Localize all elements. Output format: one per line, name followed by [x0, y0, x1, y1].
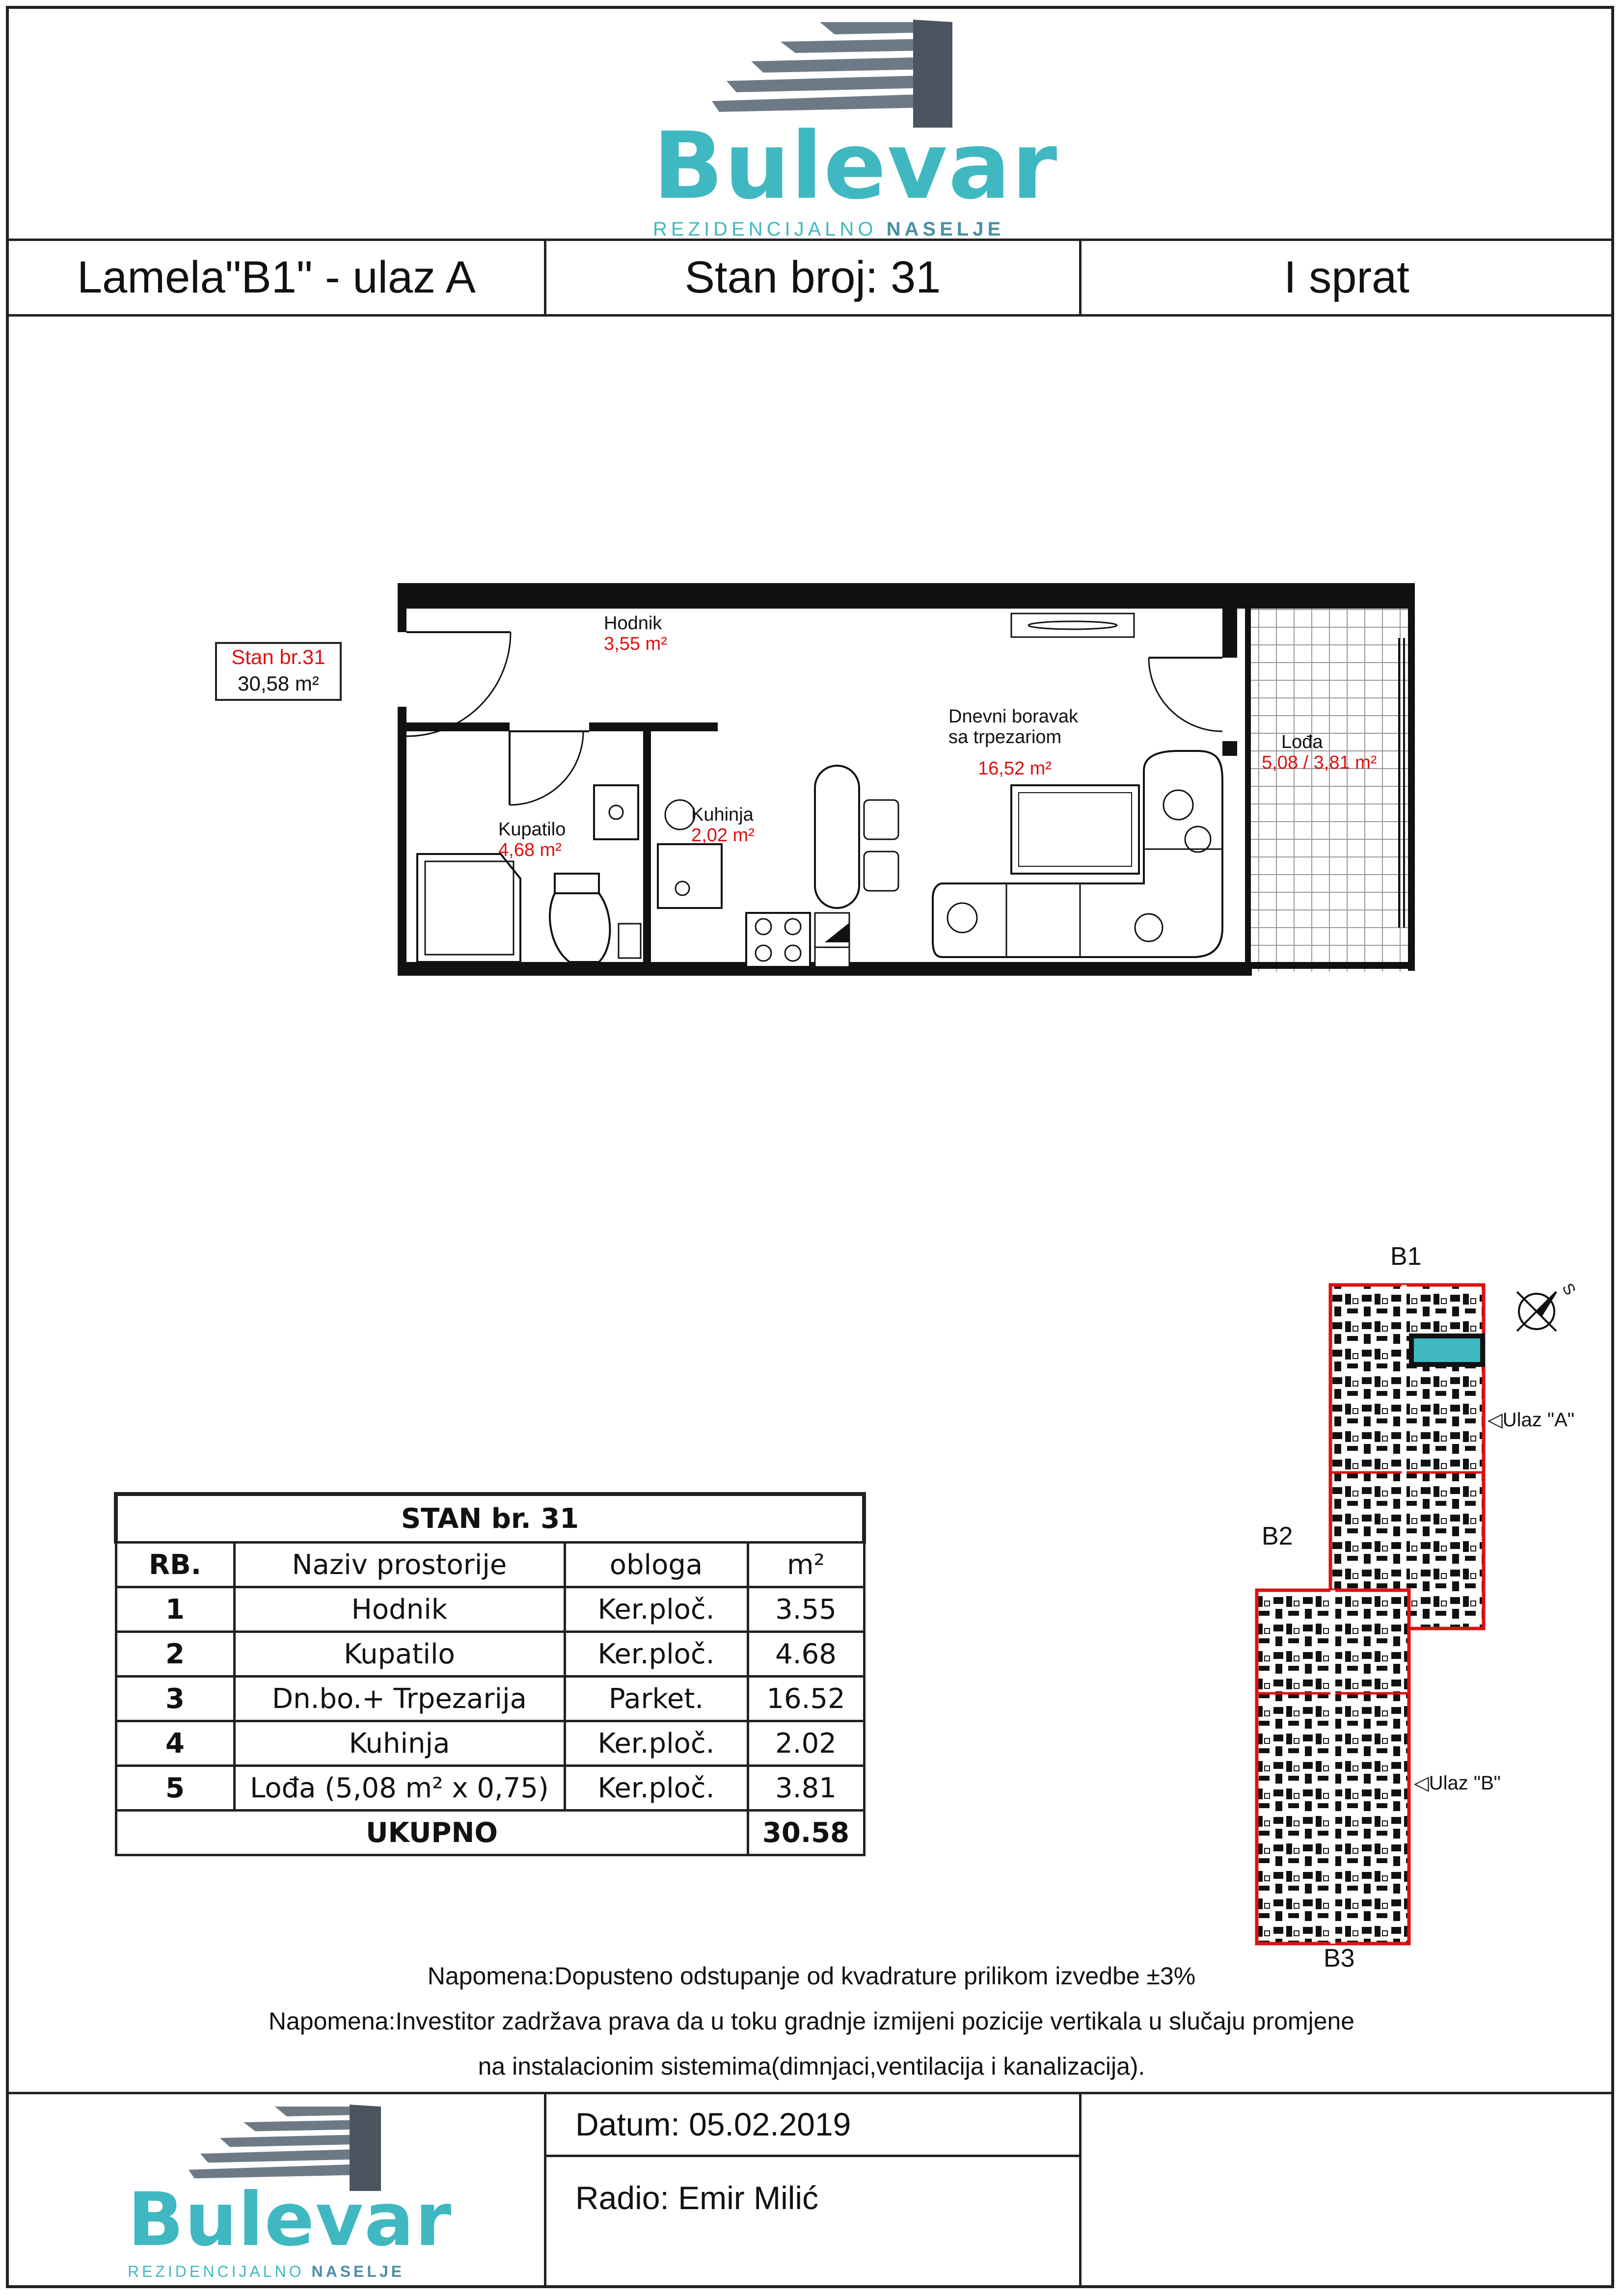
- table-cell-m2: 3.81: [748, 1766, 864, 1811]
- compass-icon: [1517, 1292, 1556, 1331]
- table-cell-obloga: Parket.: [565, 1677, 748, 1721]
- room-kuhinja-name: Kuhinja: [691, 804, 754, 825]
- brand-subtitle-left: REZIDENCIJALNO: [653, 218, 877, 240]
- brand-subtitle-right-bottom: NASELJE: [311, 2263, 405, 2280]
- stan-box-area: 30,58 m²: [238, 672, 319, 695]
- highlighted-unit: [1411, 1336, 1483, 1364]
- loggia-tiles: [1247, 609, 1414, 972]
- bar-counter: [815, 766, 859, 908]
- room-kupatilo-area: 4,68 m²: [498, 839, 562, 860]
- brand-subtitle-left-bottom: REZIDENCIJALNO: [128, 2263, 304, 2280]
- brand-name: Bulevar: [653, 112, 1058, 220]
- rule-footer-top: [6, 2092, 1614, 2094]
- room-dnevni-name: Dnevni boravak: [948, 706, 1079, 727]
- stove: [746, 913, 810, 967]
- brand-logo-bottom: [128, 2101, 453, 2282]
- table-cell-obloga: Ker.ploč.: [565, 1766, 748, 1811]
- table-caption-row: [116, 1494, 864, 1543]
- header-lamela: Lamela"B1" - ulaz A: [77, 252, 476, 302]
- table-cell-rb: 1: [116, 1587, 234, 1632]
- table-cell-naziv: Hodnik: [234, 1587, 565, 1632]
- coffee-table: [1011, 785, 1139, 874]
- table-row: [116, 1587, 864, 1632]
- table-cell-obloga: Ker.ploč.: [565, 1721, 748, 1766]
- room-kuhinja-label: [691, 805, 755, 846]
- table-row: [116, 1721, 864, 1766]
- entrance-a-label: ◁Ulaz "A": [1488, 1409, 1574, 1431]
- table-cell-naziv: Dn.bo.+ Trpezarija: [234, 1677, 565, 1721]
- table-cell-naziv: Kupatilo: [234, 1632, 565, 1677]
- note-line-3: na instalacionim sistemima(dimnjaci,ventilacija i kanalizacija).: [478, 2053, 1145, 2080]
- shower-tray: [417, 854, 520, 962]
- stan-area-box: [215, 642, 342, 701]
- rule-footer-mid: [545, 2155, 1081, 2157]
- table-cell-naziv: Kuhinja: [234, 1721, 565, 1766]
- room-dnevni-name2: sa trpezariom: [948, 726, 1062, 748]
- room-kuhinja-area: 2,02 m²: [691, 825, 755, 846]
- block-b2-label: B2: [1262, 1522, 1293, 1550]
- table-row: [116, 1632, 864, 1677]
- table-cell-rb: 2: [116, 1632, 234, 1677]
- site-plan: [1242, 1237, 1605, 1973]
- floor-plan: [393, 574, 1424, 996]
- room-loda-label: [1262, 732, 1377, 774]
- brand-name-bottom: Bulevar: [128, 2177, 453, 2263]
- room-hodnik-label: [604, 614, 667, 655]
- area-table: [114, 1492, 866, 1856]
- table-cell-m2: 2.02: [748, 1721, 864, 1766]
- room-dnevni-area: 16,52 m²: [978, 758, 1052, 779]
- header-sprat: I sprat: [1284, 252, 1409, 302]
- site-plan-drawing: [1242, 1237, 1605, 1963]
- room-loda-area: 5,08 / 3,81 m²: [1262, 752, 1377, 773]
- footer-datum: Datum: 05.02.2019: [575, 2106, 851, 2142]
- table-header-rb: RB.: [116, 1543, 234, 1587]
- brand-subtitle-right: NASELJE: [886, 218, 1005, 240]
- washbasin: [594, 785, 638, 839]
- brand-logo-top: [638, 15, 1058, 240]
- stan-box-title: Stan br.31: [231, 645, 325, 668]
- room-dnevni-label: [948, 707, 1078, 779]
- table-cell-obloga: Ker.ploč.: [565, 1587, 748, 1632]
- note-line-1: Napomena:Dopusteno odstupanje od kvadrature prilikom izvedbe ±3%: [427, 1962, 1196, 1990]
- room-loda-name: Lođa: [1281, 732, 1323, 752]
- block-b1-label: B1: [1390, 1242, 1422, 1271]
- table-header-naziv: Naziv prostorije: [234, 1543, 565, 1587]
- tv-unit: [1011, 614, 1134, 637]
- table-header-m2: m²: [748, 1543, 864, 1587]
- compass-label: S: [1559, 1280, 1580, 1298]
- table-cell-m2: 4.68: [748, 1632, 864, 1677]
- table-header-row: [116, 1543, 864, 1587]
- note-line-2: Napomena:Investitor zadržava prava da u toku gradnje izmijeni pozicije vertikala u slučaju promjene: [268, 2007, 1355, 2035]
- brand-subtitle-bottom: [128, 2263, 405, 2281]
- table-cell-m2: 3.55: [748, 1587, 864, 1632]
- table-total-row: [116, 1811, 864, 1855]
- room-hodnik-area: 3,55 m²: [604, 633, 667, 654]
- room-hodnik-name: Hodnik: [604, 613, 662, 634]
- table-total-value: 30.58: [748, 1811, 864, 1855]
- table-cell-rb: 3: [116, 1677, 234, 1721]
- entrance-b-label: ◁Ulaz "B": [1414, 1772, 1501, 1794]
- rule-header-bottom: [6, 314, 1614, 317]
- table-cell-rb: 4: [116, 1721, 234, 1766]
- table-caption: STAN br. 31: [116, 1494, 864, 1543]
- table-row: [116, 1677, 864, 1721]
- rule-footer-v2: [1079, 2092, 1082, 2288]
- table-cell-rb: 5: [116, 1766, 234, 1811]
- block-b3-label: B3: [1324, 1944, 1355, 1973]
- header-stan: Stan broj: 31: [684, 252, 941, 302]
- kitchen-sink: [658, 844, 722, 908]
- footer-radio: Radio: Emir Milić: [575, 2180, 819, 2216]
- floor-plan-drawing: [393, 574, 1424, 996]
- table-row: [116, 1766, 864, 1811]
- rule-footer-v1: [544, 2092, 546, 2288]
- toilet: [550, 893, 610, 962]
- table-cell-obloga: Ker.ploč.: [565, 1632, 748, 1677]
- table-total-label: UKUPNO: [116, 1811, 748, 1855]
- room-kupatilo-label: [498, 820, 566, 861]
- brand-subtitle: [653, 218, 1004, 240]
- room-kupatilo-name: Kupatilo: [498, 819, 566, 840]
- notes: [0, 1953, 1623, 2089]
- table-cell-m2: 16.52: [748, 1677, 864, 1721]
- table-header-obloga: obloga: [565, 1543, 748, 1587]
- table-cell-naziv: Lođa (5,08 m² x 0,75): [234, 1766, 565, 1811]
